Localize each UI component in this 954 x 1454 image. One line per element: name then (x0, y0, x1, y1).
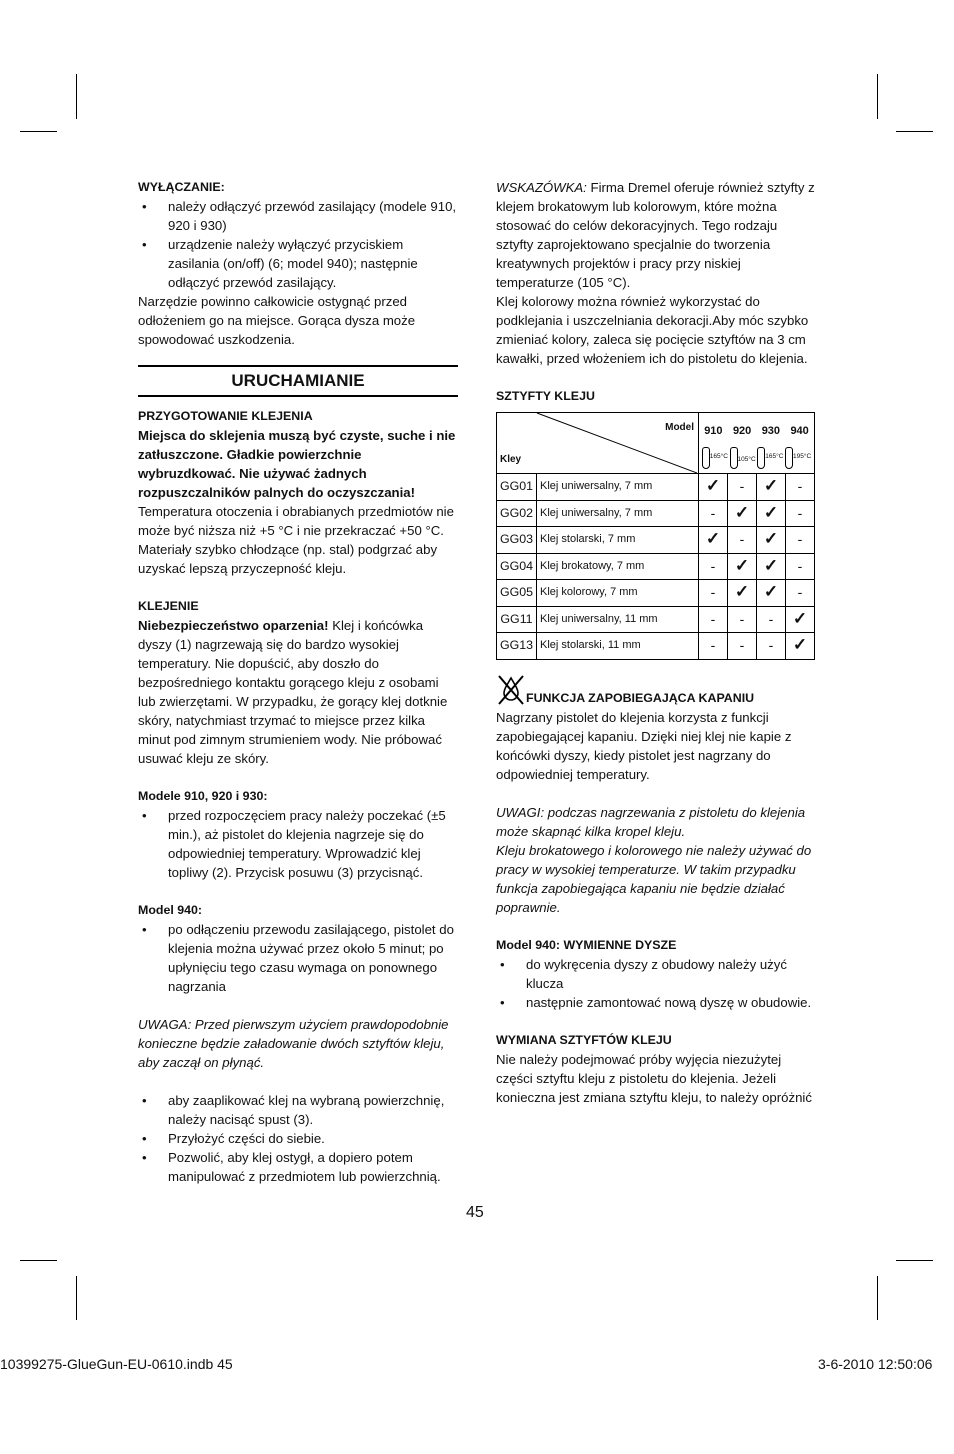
compat-mark: - (797, 504, 803, 521)
compat-mark: ✓ (763, 476, 779, 496)
crop-mark (896, 1260, 933, 1261)
glue-name: Klej uniwersalny, 11 mm (537, 606, 699, 633)
dash-mark (757, 606, 786, 633)
section-title: URUCHAMIANIE (138, 365, 458, 397)
footer-file: 10399275-GlueGun-EU-0610.indb 45 (0, 1356, 233, 1372)
glue-code: GG01 (497, 474, 537, 501)
glue-code: GG02 (497, 500, 537, 527)
drip-heading: FUNKCJA ZAPOBIEGAJĄCA KAPANIU (526, 690, 755, 705)
compat-mark: - (797, 531, 803, 548)
compat-mark: ✓ (763, 555, 779, 575)
nozzle-list (496, 955, 816, 1012)
table-row (497, 633, 815, 660)
list-item: • następnie zamontować nową dyszę w obudowie. (496, 993, 816, 1012)
table-row (497, 474, 815, 501)
crop-mark (76, 1276, 77, 1320)
model-930: 930 (761, 424, 781, 437)
dash-mark (699, 553, 728, 580)
off-note: Narzędzie powinno całkowicie ostygnąć przed odłożeniem go na miejsce. Gorąca dysza może spowodować uszkodzenia. (138, 294, 416, 347)
dash-mark (786, 500, 815, 527)
tip-label: WSKAZÓWKA: (496, 180, 587, 195)
compat-mark: ✓ (763, 529, 779, 549)
glue-paragraph (138, 616, 458, 768)
compat-mark: ✓ (705, 476, 721, 496)
crop-mark (76, 74, 77, 119)
check-icon (786, 633, 815, 660)
model-910: 910 (704, 424, 723, 437)
crop-mark (20, 131, 57, 132)
check-icon (699, 527, 728, 554)
tip-text-2: Klej kolorowy można również wykorzystać do podklejania i uszczelniania dekoracji.Aby móc szybko zmieniać kolory, zaleca się pocięcie sztyftów na 3 cm kawałki, przed włożeniem ich do pistoletu do klejenia. (496, 294, 809, 366)
check-icon (786, 606, 815, 633)
dash-mark (728, 527, 757, 554)
glue-code: GG11 (497, 606, 537, 633)
thermometer-icon (785, 447, 793, 469)
compat-mark: - (710, 584, 716, 601)
compat-mark: ✓ (792, 608, 808, 628)
crop-mark (877, 1276, 878, 1320)
crop-mark (20, 1260, 57, 1261)
check-icon (728, 580, 757, 607)
compat-mark: ✓ (734, 502, 750, 522)
temp-940: 195°C (785, 447, 811, 469)
glue-name: Klej kolorowy, 7 mm (537, 580, 699, 607)
compat-mark: - (710, 610, 716, 627)
nozzle-heading: Model 940: WYMIENNE DYSZE (496, 937, 677, 952)
glue-stick-table (496, 412, 815, 660)
right-column (496, 178, 816, 1107)
m910-heading: Modele 910, 920 i 930: (138, 789, 268, 803)
left-column (138, 178, 458, 1186)
compat-mark: - (797, 557, 803, 574)
off-list (138, 197, 458, 292)
glue-name: Klej stolarski, 11 mm (537, 633, 699, 660)
table-row (497, 606, 815, 633)
compat-mark: - (739, 610, 745, 627)
check-icon (757, 474, 786, 501)
compat-mark: ✓ (792, 635, 808, 655)
compat-mark: ✓ (763, 502, 779, 522)
compat-mark: - (797, 478, 803, 495)
glue-code: GG03 (497, 527, 537, 554)
uwagi-note-1: UWAGI: podczas nagrzewania z pistoletu do klejenia może skapnąć kilka kropel kleju. (496, 804, 806, 839)
dash-mark (699, 500, 728, 527)
dash-mark (728, 606, 757, 633)
compat-mark: - (710, 557, 716, 574)
page-number: 45 (466, 1204, 484, 1221)
check-icon (757, 527, 786, 554)
temp-920: 105°C (730, 447, 756, 469)
m940-heading: Model 940: (138, 903, 203, 917)
dash-mark (757, 633, 786, 660)
compat-mark: ✓ (705, 529, 721, 549)
dash-mark (699, 633, 728, 660)
check-icon (728, 553, 757, 580)
tip-text: Firma Dremel oferuje również sztyfty z klejem brokatowym lub kolorowym, które można stosować do celów dekoracyjnych. Tego rodzaju sztyfty zaprojektowano specjalnie do tworzenia kreatywnych projektów i pracy przy niskiej temperaturze (105 °C). (496, 180, 815, 290)
glue-code: GG13 (497, 633, 537, 660)
compat-mark: - (739, 637, 745, 654)
compat-mark: - (768, 637, 774, 654)
dash-mark (728, 474, 757, 501)
check-icon (728, 500, 757, 527)
dash-mark (786, 474, 815, 501)
prep-heading: PRZYGOTOWANIE KLEJENIA (138, 409, 313, 423)
check-icon (699, 474, 728, 501)
glue-name: Klej uniwersalny, 7 mm (537, 500, 699, 527)
glue-label: Kley (500, 454, 522, 465)
compat-mark: ✓ (734, 582, 750, 602)
list-item: • aby zaaplikować klej na wybraną powierzchnię, należy nacisąć spust (3). (138, 1091, 458, 1129)
compat-mark: - (739, 531, 745, 548)
dash-mark (699, 606, 728, 633)
tip-paragraph (496, 178, 816, 292)
temp-930: 165°C (757, 447, 783, 469)
uwaga-note: UWAGA: Przed pierwszym użyciem prawdopodobnie konieczne będzie załadowanie dwóch sztyftów kleju, aby zaczął on płynąć. (138, 1017, 449, 1070)
prep-warning: Miejsca do sklejenia muszą być czyste, suche i nie zatłuszczone. Gładkie powierzchnie wybruzdkować. Nie używać żadnych rozpuszczalników palnych do oczyszczania! (138, 428, 456, 500)
list-item: • po odłączeniu przewodu zasilającego, pistolet do klejenia można używać przez około 5 minut; po upłynięciu tego czasu wymaga on ponownego nagrzania (138, 920, 458, 996)
replace-text: Nie należy podejmować próby wyjęcia niezużytej części sztyftu kleju z pistoletu do klejenia. Jeżeli konieczna jest zmiana sztyftu kleju, to należy opróżnić (496, 1051, 812, 1105)
table-row (497, 500, 815, 527)
model-header (699, 413, 815, 474)
model-940: 940 (790, 424, 809, 437)
list-item: • urządzenie należy wyłączyć przyciskiem zasilania (on/off) (6; model 940); następnie odłączyć przewód zasilający. (138, 235, 458, 292)
model-920: 920 (732, 424, 752, 437)
replace-heading: WYMIANA SZTYFTÓW KLEJU (496, 1032, 672, 1047)
no-drip-icon (496, 674, 526, 706)
table-corner (497, 413, 699, 474)
list-item: • Pozwolić, aby klej ostygł, a dopiero potem manipulować z przedmiotem lub powierzchnią. (138, 1148, 458, 1186)
dash-mark (728, 633, 757, 660)
prep-text: Temperatura otoczenia i obrabianych przedmiotów nie może być niższa niż +5 °C i nie przekraczać +50 °C. Materiały szybko chłodzące (np. stal) podgrzać aby uzyskać lepszą przyczepność kleju. (138, 504, 454, 576)
glue-code: GG05 (497, 580, 537, 607)
thermometer-icon (730, 447, 738, 469)
temp-910: 165°C (702, 447, 728, 469)
uwagi-note-2: Kleju brokatowego i kolorowego nie należy używać do pracy w wysokiej temperaturze. W takim przypadku funkcja zapobiegająca kapaniu nie będzie działać poprawnie. (496, 842, 812, 915)
list-item: • przed rozpoczęciem pracy należy poczekać (±5 min.), aż pistolet do klejenia nagrzeje się do odpowiedniej temperatury. Wprowadzić klej topliwy (2). Przycisk posuwu (3) przycisnąć. (138, 806, 458, 882)
compat-mark: - (768, 610, 774, 627)
thermometer-icon (702, 447, 710, 469)
dash-mark (699, 580, 728, 607)
off-heading: WYŁĄCZANIE: (138, 180, 225, 194)
m940-list (138, 920, 458, 996)
glue-heading: KLEJENIE (138, 599, 199, 613)
drip-heading-row (496, 688, 816, 708)
drip-text: Nagrzany pistolet do klejenia korzysta z funkcji zapobiegającej kapaniu. Dzięki niej klej nie kapie z końcówki dyszy, kiedy pistolet jest nagrzany do odpowiedniej temperatury. (496, 709, 792, 782)
m910-list (138, 806, 458, 882)
compat-mark: - (797, 584, 803, 601)
dash-mark (786, 580, 815, 607)
compat-mark: ✓ (734, 555, 750, 575)
dash-mark (786, 553, 815, 580)
check-icon (757, 553, 786, 580)
use-list (138, 1091, 458, 1186)
model-label: Model (665, 422, 694, 433)
compat-mark: ✓ (763, 582, 779, 602)
burn-warning: Niebezpieczeństwo oparzenia! (138, 618, 329, 633)
table-row (497, 580, 815, 607)
compat-mark: - (710, 637, 716, 654)
glue-rows (497, 474, 815, 660)
list-item: • do wykręcenia dyszy z obudowy należy użyć klucza (496, 955, 816, 993)
dash-mark (786, 527, 815, 554)
sticks-heading: SZTYFTY KLEJU (496, 389, 595, 403)
glue-name: Klej brokatowy, 7 mm (537, 553, 699, 580)
check-icon (757, 500, 786, 527)
table-row (497, 527, 815, 554)
list-item: • należy odłączyć przewód zasilający (modele 910, 920 i 930) (138, 197, 458, 235)
crop-mark (896, 131, 933, 132)
glue-code: GG04 (497, 553, 537, 580)
glue-name: Klej uniwersalny, 7 mm (537, 474, 699, 501)
compat-mark: - (739, 478, 745, 495)
crop-mark (877, 74, 878, 119)
list-item: • Przyłożyć części do siebie. (138, 1129, 458, 1148)
glue-name: Klej stolarski, 7 mm (537, 527, 699, 554)
check-icon (757, 580, 786, 607)
glue-text: Klej i końcówka dyszy (1) nagrzewają się do bardzo wysokiej temperatury. Nie dopuścić, aby doszło do bezpośredniego kontaktu gorącego kleju z osobami lub zwierzętami. W przypadku, że gorący klej dotknie skóry, natychmiast trzymać to miejsce przez kilka minut pod zimnym strumieniem wody. Nie próbować usuwać kleju ze skóry. (138, 618, 448, 766)
compat-mark: - (710, 504, 716, 521)
footer-date: 3-6-2010 12:50:06 (818, 1356, 933, 1372)
table-row (497, 553, 815, 580)
